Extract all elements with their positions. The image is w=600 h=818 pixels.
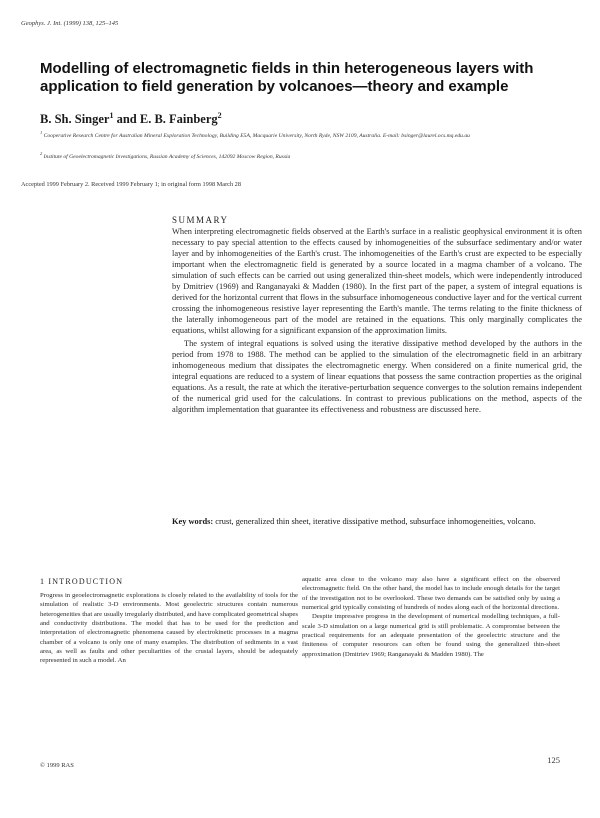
affiliation-1: [40, 129, 540, 140]
intro-right-paragraph-2: Despite impressive progress in the development of numerical modelling techniques, a full-scale 3-D simulation on a large numerical grid is still problematic. A compromise between the practical requirements for an adequate presentation of the geoelectric structure and the finiteness of computer resources can often be found using the generalized thin-sheet approximation (Dmitriev 1969; Ranganayaki & Madden 1980). The: [302, 613, 560, 658]
intro-right-column: [302, 575, 560, 659]
author-singer-affil: 1: [109, 111, 114, 120]
accepted-dates: Accepted 1999 February 2. Received 1999 February 1; in original form 1998 March 28: [21, 181, 241, 188]
summary-heading: SUMMARY: [172, 215, 229, 225]
affiliation-2-text: Institute of Geoelectromagnetic Investigations, Russian Academy of Sciences, 142092 Moscow Region, Russia: [43, 153, 291, 160]
paper-title: Modelling of electromagnetic fields in thin heterogeneous layers with application to field generation by volcanoes—theory and example: [40, 60, 534, 95]
keywords-label: Key words:: [172, 517, 214, 526]
affiliation-1-marker: 1: [40, 130, 43, 135]
summary-body: [172, 226, 582, 415]
page-number: 125: [547, 755, 560, 765]
author-singer: B. Sh. Singer: [40, 112, 110, 127]
keywords-text: crust, generalized thin sheet, iterative dissipative method, subsurface inhomogeneities, volcano.: [213, 517, 536, 526]
keywords: [172, 516, 582, 527]
affiliation-1-text: Cooperative Research Centre for Australian Mineral Exploration Technology, Building E5A, Macquarie University, North Ryde, NSW 2109, Australia. E-mail: bsinger@laurel.ocs.mq.edu.au: [43, 132, 470, 139]
summary-paragraph-1: When interpreting electromagnetic fields observed at the Earth's surface in a realistic geophysical environment it is often necessary to pay special attention to the effects caused by inhomogeneities of the subsurface sedimentary and/or water layer and by inhomogeneities of the Earth's crust. The inhomogeneities of the Earth's crust are expected to be especially important when the electromagnetic field is generated by a source located in a magma chamber of a volcano. The simulation of such effects can be carried out using generalized thin-sheet models, which were independently introduced by Dmitriev (1969) and Ranganayaki & Madden (1980). In the first part of the paper, a system of integral equations is derived for the horizontal current that flows in the subsurface inhomogeneous conductive layer and for the vertical current crossing the inhomogeneous resistive layer representing the Earth's mantle. The terms relating to the finite thickness of the laterally inhomogeneous part of the model are retained in the equations. This only marginally complicates the equations, whilst allowing for a significant expansion of the approximation limits.: [172, 227, 582, 335]
author-line: [40, 111, 222, 127]
author-fainberg: E. B. Fainberg: [139, 112, 218, 127]
section-heading-introduction: 1 INTRODUCTION: [40, 577, 124, 586]
summary-paragraph-2: The system of integral equations is solved using the iterative dissipative method developed by the authors in the period from 1978 to 1988. The method can be applied to the simulation of the electromagnetic field in an arbitrary inhomogeneous medium that dissipates the electromagnetic energy. When considered on a finite numerical grid, the integral equations are reduced to a system of linear equations that possess the same contraction properties as the original equations. As a result, the rate at which the iterative-perturbation sequence converges to the solution remains independent of the numerical grid used for the calculations. In contrast to previous publications on the method, aspects of the algorithm implementation that guarantee its effectiveness and robustness are discussed here.: [172, 339, 582, 414]
intro-right-paragraph-1: aquatic area close to the volcano may also have a significant effect on the observed electromagnetic field. On the other hand, the model has to include enough details for the target of the investigation not to be overlooked. These two demands can be satisfied only by using a numerical grid typically consisting of hundreds of nodes along each of the horizontal directions.: [302, 576, 560, 612]
copyright: © 1999 RAS: [40, 762, 74, 769]
author-conjunction: and: [113, 112, 140, 127]
intro-left-paragraph: Progress in geoelectromagnetic explorations is closely related to the availability of tools for the simulation of realistic 3-D environments. Most geoelectric structures contain numerous heterogeneities that are usually irregularly distributed, and have complicated geometrical shapes and conductivity distributions. The model that has to be used for the prediction and interpretation of electromagnetic phenomena caused by electrokinetic processes in a magma chamber of a volcano is only one of many examples. The distribution of sediments in a vast area, as well as faults and other peculiarities of the crustal layers, should be adequately represented in such a model. An: [40, 592, 298, 665]
affiliation-2-marker: 2: [40, 151, 43, 156]
journal-reference: Geophys. J. Int. (1999) 138, 125–145: [21, 20, 119, 27]
author-fainberg-affil: 2: [217, 111, 222, 120]
intro-left-column: [40, 591, 298, 666]
affiliation-2: [40, 150, 540, 161]
